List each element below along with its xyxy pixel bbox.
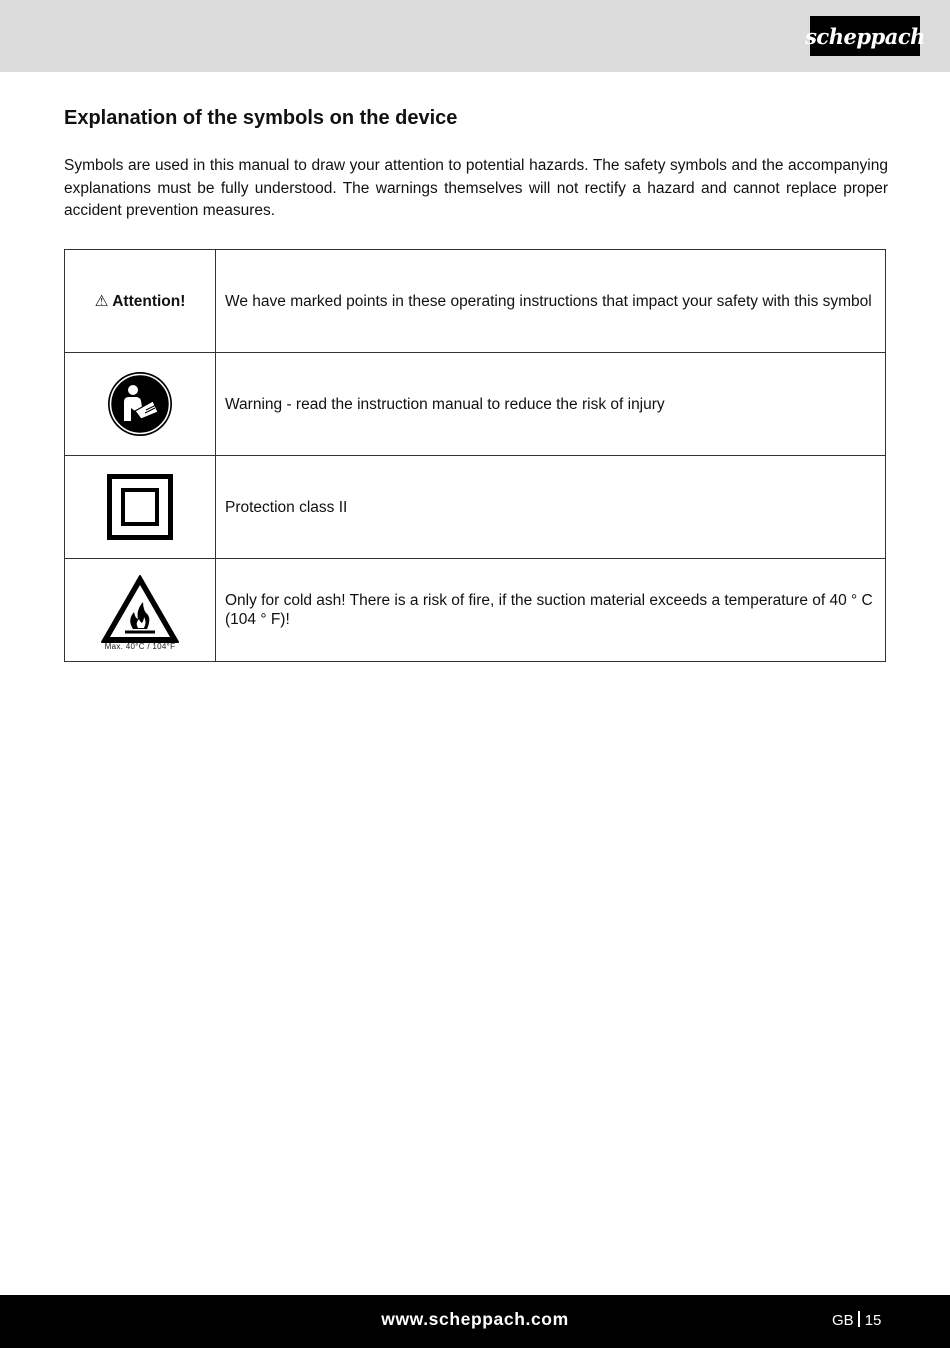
language-code: GB	[832, 1312, 854, 1329]
fire-hazard-symbol	[100, 566, 180, 651]
page-footer	[0, 1295, 950, 1348]
fire-hazard-icon	[100, 574, 180, 644]
symbol-cell	[65, 353, 216, 456]
website-link[interactable]: www.scheppach.com	[381, 1309, 569, 1329]
description-cell: Protection class II	[216, 456, 886, 559]
section-title: Explanation of the symbols on the device	[64, 107, 458, 129]
page-header	[0, 0, 950, 72]
intro-paragraph: Symbols are used in this manual to draw your attention to potential hazards. The safety symbols and the accompanying explanations must be fully understood. The warnings themselves will not rectify a hazard and cannot replace proper accident prevention measures.	[64, 157, 888, 220]
table-row	[65, 456, 886, 559]
divider	[858, 1311, 860, 1327]
description-cell: Only for cold ash! There is a risk of fire, if the suction material exceeds a temperature of 40 ° C (104 ° F)!	[216, 559, 886, 662]
table-row	[65, 559, 886, 662]
protection-class-2-icon	[107, 474, 173, 540]
description-cell: We have marked points in these operating instructions that impact your safety with this symbol	[216, 250, 886, 353]
page-info	[832, 1311, 881, 1329]
read-manual-icon	[107, 371, 173, 437]
table-row	[65, 250, 886, 353]
description-cell: Warning - read the instruction manual to reduce the risk of injury	[216, 353, 886, 456]
table-row	[65, 353, 886, 456]
temperature-caption: Max. 40°C / 104°F	[104, 642, 176, 651]
page-number: 15	[864, 1312, 882, 1329]
brand-logo	[805, 16, 925, 56]
symbol-cell	[65, 250, 216, 353]
symbol-cell	[65, 559, 216, 662]
symbols-table	[64, 249, 886, 662]
brand-logo-text: scheppach	[805, 23, 925, 49]
attention-label: ⚠ Attention!	[94, 292, 186, 310]
symbol-cell	[65, 456, 216, 559]
